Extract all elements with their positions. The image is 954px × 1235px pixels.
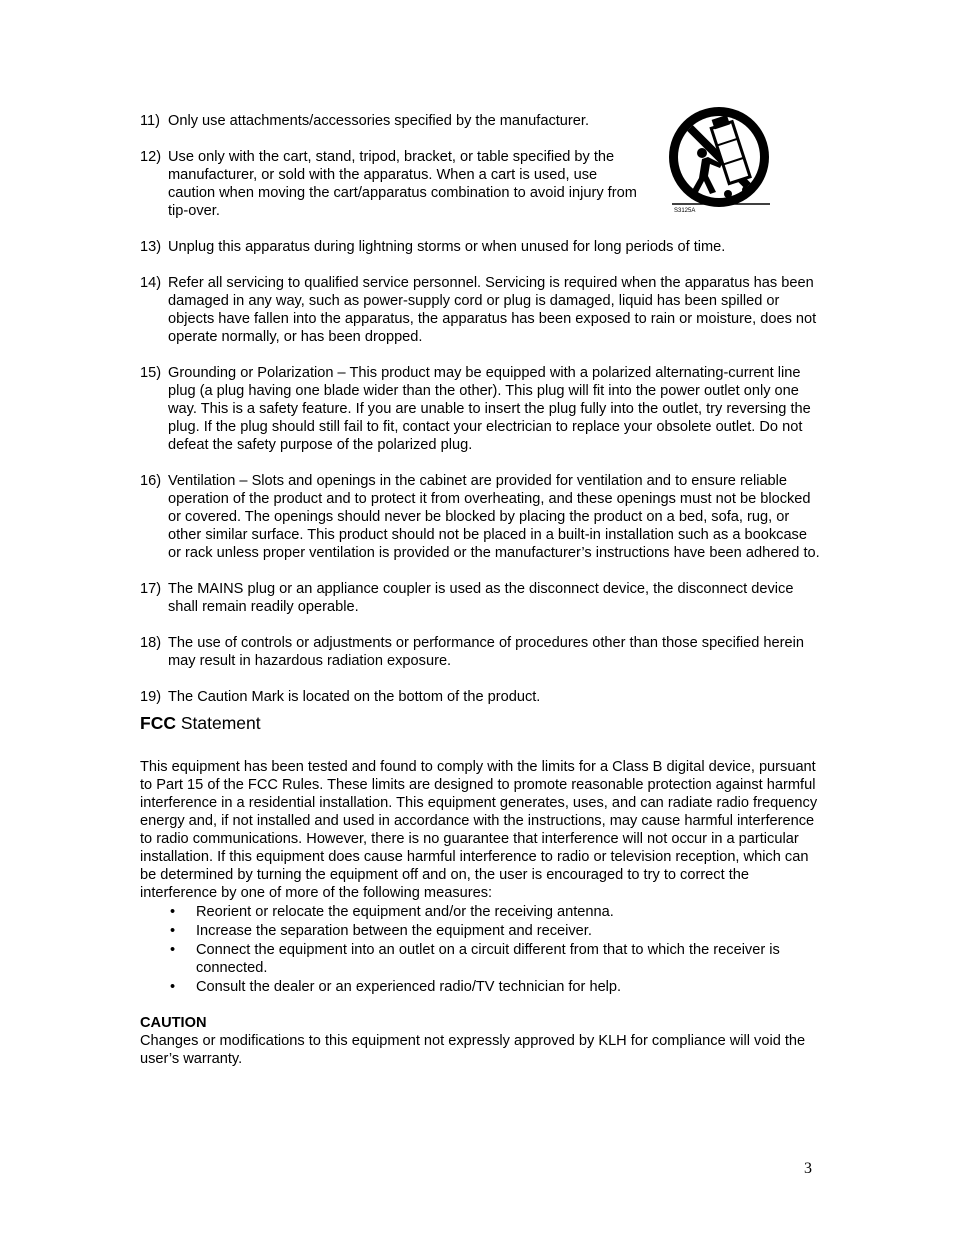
item-number: 14) bbox=[140, 275, 162, 291]
item-number: 17) bbox=[140, 581, 162, 597]
bullet-icon: • bbox=[170, 923, 176, 939]
fcc-paragraph: This equipment has been tested and found to comply with the limits for a Class B digital device, pursuant to Part 15 of the FCC Rules. These limits are designed to promote reasonable protection against harmful interference in a residential installation. This equipment generates, uses, and can radiate radio frequency energy and, if not installed and used in accordance with the instructions, may cause harmful interference to radio communications. However, there is no guarantee that interference will not occur in a particular installation. If this equipment does cause harmful interference to radio or television reception, which can be determined by turning the equipment off and on, the user is encouraged to try to correct the interference by one of more of the following measures: bbox=[140, 759, 818, 901]
fcc-heading-rest: Statement bbox=[175, 713, 261, 733]
item-text: Unplug this apparatus during lightning storms or when unused for long periods of time. bbox=[168, 239, 726, 255]
cart-tip-over-warning-icon bbox=[666, 102, 776, 218]
bullet-text: Reorient or relocate the equipment and/or the receiving antenna. bbox=[196, 904, 614, 920]
list-item bbox=[140, 903, 820, 921]
item-text: The use of controls or adjustments or performance of procedures other than those specified herein may result in hazardous radiation exposure. bbox=[168, 635, 804, 669]
list-item-11 bbox=[140, 112, 638, 130]
list-item-15 bbox=[140, 364, 820, 454]
item-text: Grounding or Polarization – This product may be equipped with a polarized alternating-current line plug (a plug having one blade wider than the other). This plug will fit into the power outlet only one way. This is a safety feature. If you are unable to insert the plug fully into the outlet, try reversing the plug. If the plug should still fail to fit, contact your electrician to replace your obsolete outlet. Do not defeat the safety purpose of the polarized plug. bbox=[168, 365, 811, 453]
document-body bbox=[140, 112, 820, 1068]
list-item-17 bbox=[140, 580, 820, 616]
item-number: 11) bbox=[140, 113, 161, 129]
item-number: 15) bbox=[140, 365, 162, 381]
list-item-18 bbox=[140, 634, 820, 670]
bullet-text: Connect the equipment into an outlet on a circuit different from that to which the receiver is connected. bbox=[196, 942, 780, 976]
fcc-measures-list bbox=[140, 903, 820, 996]
item-number: 18) bbox=[140, 635, 162, 651]
item-text: The Caution Mark is located on the bottom of the product. bbox=[168, 689, 541, 705]
page-number: 3 bbox=[804, 1160, 812, 1177]
cart-icon-code: S3125A bbox=[674, 208, 696, 214]
item-number: 16) bbox=[140, 473, 162, 489]
item-text: Only use attachments/accessories specified by the manufacturer. bbox=[168, 113, 589, 129]
bullet-icon: • bbox=[170, 904, 176, 920]
list-item bbox=[140, 978, 820, 996]
caution-text: Changes or modifications to this equipment not expressly approved by KLH for compliance will void the user’s warranty. bbox=[140, 1033, 806, 1067]
bullet-icon: • bbox=[170, 979, 176, 995]
list-item-14 bbox=[140, 274, 820, 346]
item-number: 13) bbox=[140, 239, 162, 255]
list-item-16 bbox=[140, 472, 820, 562]
bullet-text: Consult the dealer or an experienced radio/TV technician for help. bbox=[196, 979, 622, 995]
fcc-heading bbox=[140, 712, 820, 734]
item-text: Ventilation – Slots and openings in the cabinet are provided for ventilation and to ensure reliable operation of the product and to protect it from overheating, and these openings must not be blocked or covered. The openings should never be blocked by placing the product on a bed, sofa, rug, or other similar surface. This product should not be placed in a built-in installation such as a bookcase or rack unless proper ventilation is provided or the manufacturer’s instructions have been adhered to. bbox=[168, 473, 820, 561]
item-text: Use only with the cart, stand, tripod, bracket, or table specified by the manufacturer, or sold with the apparatus. When a cart is used, use caution when moving the cart/apparatus combination to avoid injury from tip-over. bbox=[168, 149, 637, 219]
list-item-12 bbox=[140, 148, 638, 220]
item-number: 12) bbox=[140, 149, 162, 165]
bullet-icon: • bbox=[170, 942, 176, 958]
item-text: The MAINS plug or an appliance coupler is used as the disconnect device, the disconnect device shall remain readily operable. bbox=[168, 581, 794, 615]
item-text: Refer all servicing to qualified service personnel. Servicing is required when the apparatus has been damaged in any way, such as power-supply cord or plug is damaged, liquid has been spilled or objects have fallen into the apparatus, the apparatus has been exposed to rain or moisture, does not operate normally, or has been dropped. bbox=[168, 275, 817, 345]
list-item-19 bbox=[140, 688, 820, 706]
list-item bbox=[140, 922, 820, 940]
list-item-13 bbox=[140, 238, 820, 256]
item-number: 19) bbox=[140, 689, 162, 705]
fcc-heading-bold: FCC bbox=[140, 713, 176, 733]
bullet-text: Increase the separation between the equipment and receiver. bbox=[196, 923, 592, 939]
list-item bbox=[140, 941, 820, 977]
caution-title: CAUTION bbox=[140, 1015, 207, 1031]
